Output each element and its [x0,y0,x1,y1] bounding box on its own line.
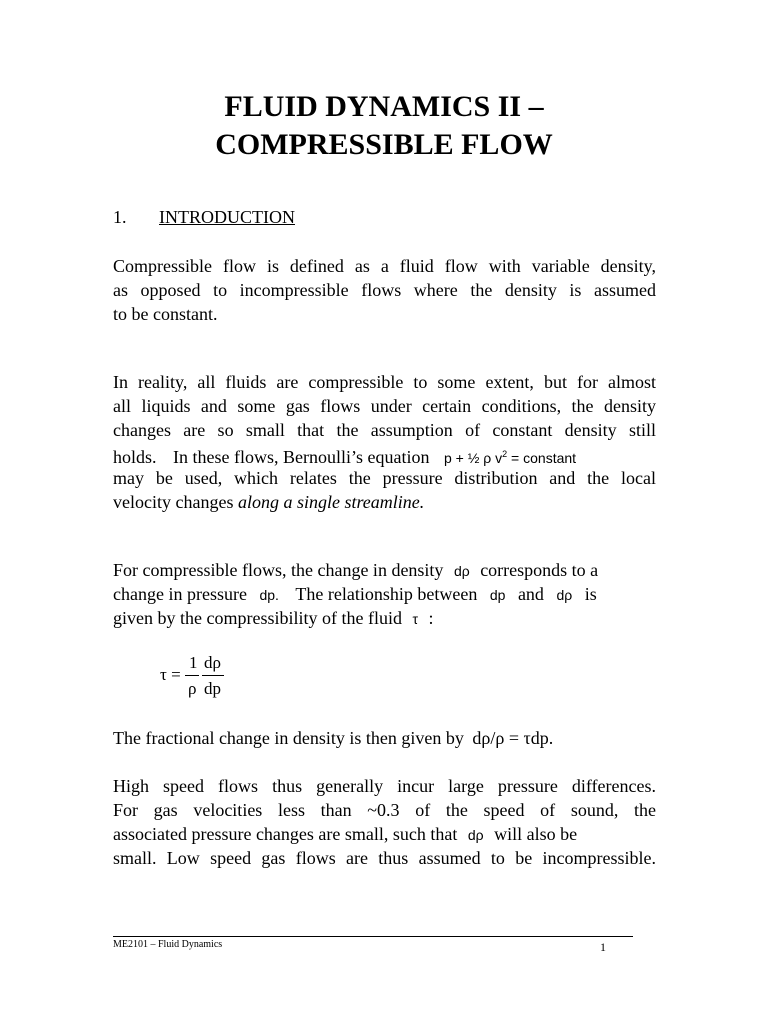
title-line-2: COMPRESSIBLE FLOW [215,128,553,161]
symbol-drho-3: dρ [467,827,484,843]
para2-holds: holds. [113,447,157,467]
para3-text-b: corresponds to a [480,560,599,580]
para2-line-6 [113,490,656,514]
equation-fraction-bar-1 [185,675,199,676]
fractional-density-equation: dρ/ρ = τdp [472,728,549,748]
para3-line-2 [113,582,656,607]
para2-line-3: changes are so small that the assumption of constant density still [113,420,656,440]
para5-text-b: will also be [494,824,578,844]
equation-denominator-2: dp [204,679,221,698]
symbol-dp-2: dp [489,587,506,603]
para3-line-1 [113,558,656,583]
para5-line-4: small. Low speed gas flows are thus assumed to be incompressible. [113,848,656,868]
para3-colon: : [428,608,434,628]
para3-text-d: The relationship between [295,584,478,604]
para3-text-e: given by the compressibility of the fluid [113,608,402,628]
page-number: 1 [600,940,606,954]
section-number: 1. [113,207,127,227]
para1-line-2: as opposed to incompressible flows where the density is assumed [113,280,656,300]
equation-fraction-bar-2 [202,675,224,676]
symbol-tau: τ [412,611,418,627]
para4-period: . [548,728,554,748]
para5-line-3 [113,822,656,847]
bernoulli-equation: p + ½ ρ $v^2$ = constant [443,449,577,466]
para5-line-2: For gas velocities less than ~0.3 of the speed of sound, the [113,800,656,820]
equation-numerator-2: dρ [204,653,221,672]
para5-line-1: High speed flows thus generally incur large pressure differences. [113,776,656,796]
para2-velocity-text: velocity changes [113,492,238,512]
footer-rule [113,936,633,937]
para2-line-2: all liquids and some gas flows under certain conditions, the density [113,396,656,416]
section-heading [113,206,295,228]
equation-lhs: τ = [160,665,181,684]
para5-text-a: associated pressure changes are small, such that [113,824,458,844]
para3-line-3 [113,606,656,631]
para2-line-5: may be used, which relates the pressure distribution and the local [113,468,656,488]
symbol-dp: dp [259,587,276,603]
para2-streamline-italic: along a single streamline. [237,492,425,512]
para1-line-1: Compressible flow is defined as a fluid flow with variable density, [113,256,656,276]
para4-line [113,726,656,750]
para2-bernoulli-text: In these flows, Bernoulli’s equation [173,447,430,467]
para3-is: is [584,584,597,604]
para1-line-3: to be constant. [113,304,218,324]
section-title: INTRODUCTION [159,207,295,227]
equation-numerator-1: 1 [189,653,198,672]
para3-text-a: For compressible flows, the change in density [113,560,444,580]
para3-period: . [275,587,279,603]
title-line-1: FLUID DYNAMICS II – [224,90,544,123]
para2-line-1: In reality, all fluids are compressible to some extent, but for almost [113,372,656,392]
symbol-drho-2: dρ [556,587,573,603]
para3-and: and [517,584,544,604]
footer-course: ME2101 – Fluid Dynamics [113,939,223,950]
para4-text: The fractional change in density is then given by [113,728,464,748]
equation-denominator-1: ρ [188,679,197,698]
symbol-drho: dρ [453,563,470,579]
para3-text-c: change in pressure [113,584,247,604]
